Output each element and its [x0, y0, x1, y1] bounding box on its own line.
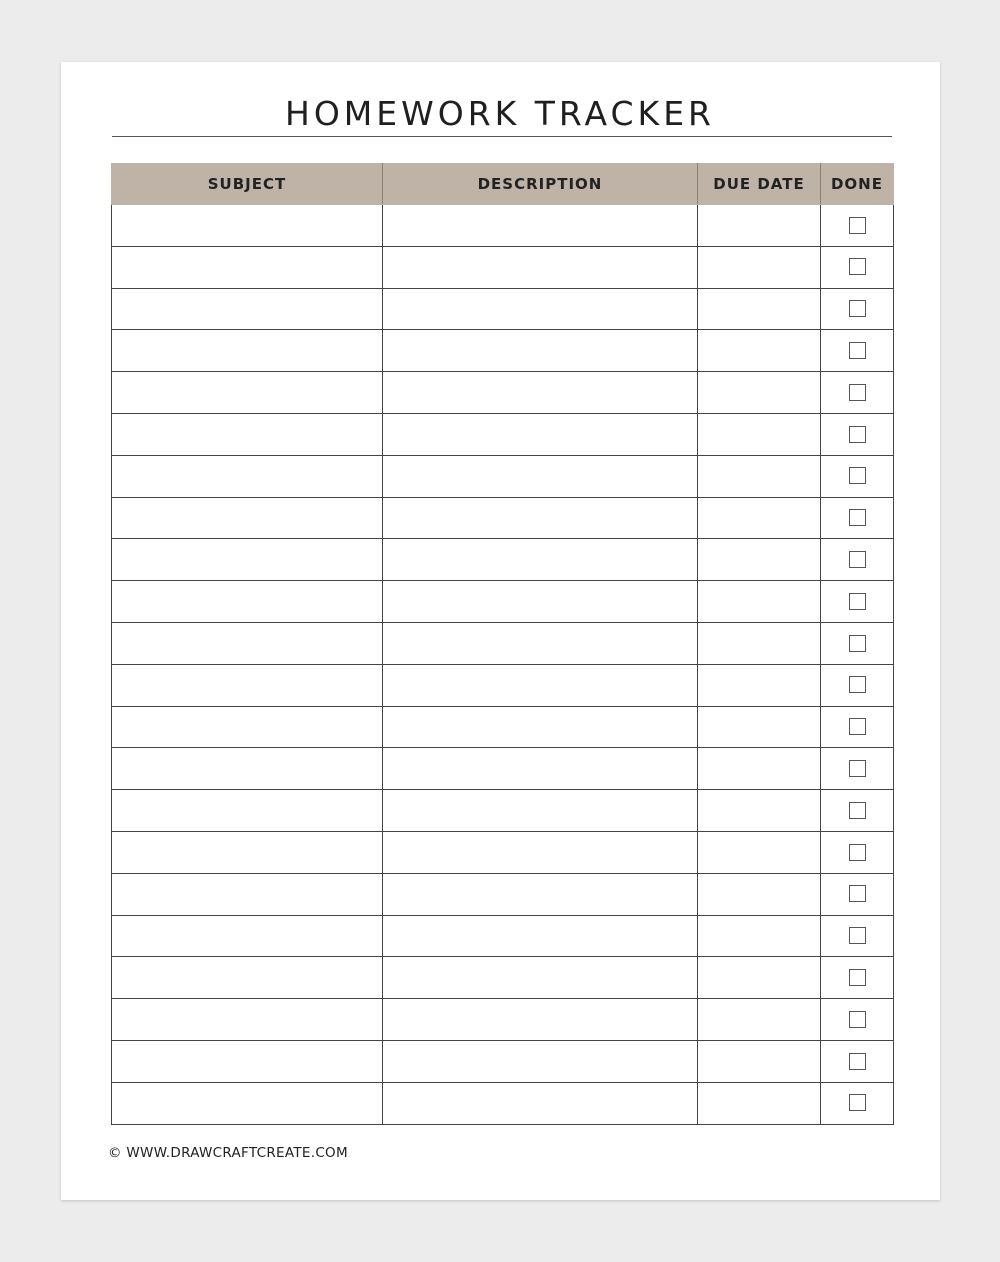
table-row	[112, 497, 894, 539]
due-date-cell[interactable]	[698, 205, 821, 247]
due-date-cell[interactable]	[698, 873, 821, 915]
done-cell	[821, 790, 894, 832]
table-row	[112, 873, 894, 915]
subject-cell[interactable]	[112, 455, 383, 497]
homework-table	[111, 163, 894, 1125]
done-cell	[821, 413, 894, 455]
due-date-cell[interactable]	[698, 622, 821, 664]
table-row	[112, 372, 894, 414]
subject-cell[interactable]	[112, 372, 383, 414]
due-date-cell[interactable]	[698, 706, 821, 748]
due-date-cell[interactable]	[698, 1082, 821, 1124]
done-checkbox[interactable]	[849, 1011, 866, 1028]
subject-cell[interactable]	[112, 1082, 383, 1124]
table-row	[112, 288, 894, 330]
description-cell[interactable]	[383, 539, 698, 581]
description-cell[interactable]	[383, 413, 698, 455]
done-cell	[821, 330, 894, 372]
subject-cell[interactable]	[112, 748, 383, 790]
done-cell	[821, 873, 894, 915]
description-cell[interactable]	[383, 288, 698, 330]
subject-cell[interactable]	[112, 497, 383, 539]
done-cell	[821, 957, 894, 999]
done-cell	[821, 831, 894, 873]
subject-cell[interactable]	[112, 246, 383, 288]
table-row	[112, 330, 894, 372]
done-checkbox[interactable]	[849, 509, 866, 526]
table-row	[112, 706, 894, 748]
done-checkbox[interactable]	[849, 593, 866, 610]
table-row	[112, 915, 894, 957]
due-date-cell[interactable]	[698, 455, 821, 497]
done-cell	[821, 205, 894, 247]
subject-cell[interactable]	[112, 330, 383, 372]
done-cell	[821, 372, 894, 414]
table-row	[112, 790, 894, 832]
done-cell	[821, 539, 894, 581]
table-header-row	[112, 164, 894, 205]
subject-cell[interactable]	[112, 873, 383, 915]
due-date-cell[interactable]	[698, 748, 821, 790]
done-checkbox[interactable]	[849, 635, 866, 652]
done-checkbox[interactable]	[849, 426, 866, 443]
table-row	[112, 1082, 894, 1124]
table-row	[112, 957, 894, 999]
description-cell[interactable]	[383, 999, 698, 1041]
done-cell	[821, 246, 894, 288]
title-underline	[112, 136, 892, 137]
done-cell	[821, 1082, 894, 1124]
column-header-description: DESCRIPTION	[383, 164, 698, 205]
table-row	[112, 622, 894, 664]
table-row	[112, 1040, 894, 1082]
due-date-cell[interactable]	[698, 372, 821, 414]
subject-cell[interactable]	[112, 581, 383, 623]
done-checkbox[interactable]	[849, 384, 866, 401]
done-cell	[821, 288, 894, 330]
column-header-due-date: DUE DATE	[698, 164, 821, 205]
due-date-cell[interactable]	[698, 330, 821, 372]
done-cell	[821, 915, 894, 957]
done-checkbox[interactable]	[849, 258, 866, 275]
table-row	[112, 581, 894, 623]
table-row	[112, 455, 894, 497]
done-cell	[821, 1040, 894, 1082]
subject-cell[interactable]	[112, 915, 383, 957]
done-checkbox[interactable]	[849, 802, 866, 819]
done-cell	[821, 581, 894, 623]
done-checkbox[interactable]	[849, 1053, 866, 1070]
description-cell[interactable]	[383, 664, 698, 706]
description-cell[interactable]	[383, 330, 698, 372]
table-row	[112, 205, 894, 247]
done-checkbox[interactable]	[849, 844, 866, 861]
page-title: HOMEWORK TRACKER	[285, 94, 715, 133]
subject-cell[interactable]	[112, 205, 383, 247]
description-cell[interactable]	[383, 915, 698, 957]
description-cell[interactable]	[383, 497, 698, 539]
done-cell	[821, 455, 894, 497]
table-row	[112, 413, 894, 455]
done-checkbox[interactable]	[849, 885, 866, 902]
subject-cell[interactable]	[112, 790, 383, 832]
done-checkbox[interactable]	[849, 676, 866, 693]
description-cell[interactable]	[383, 246, 698, 288]
description-cell[interactable]	[383, 831, 698, 873]
done-cell	[821, 622, 894, 664]
done-cell	[821, 706, 894, 748]
done-checkbox[interactable]	[849, 300, 866, 317]
description-cell[interactable]	[383, 748, 698, 790]
description-cell[interactable]	[383, 372, 698, 414]
table-row	[112, 999, 894, 1041]
due-date-cell[interactable]	[698, 1040, 821, 1082]
description-cell[interactable]	[383, 790, 698, 832]
done-checkbox[interactable]	[849, 217, 866, 234]
due-date-cell[interactable]	[698, 497, 821, 539]
due-date-cell[interactable]	[698, 288, 821, 330]
due-date-cell[interactable]	[698, 957, 821, 999]
done-checkbox[interactable]	[849, 1094, 866, 1111]
done-cell	[821, 748, 894, 790]
subject-cell[interactable]	[112, 831, 383, 873]
due-date-cell[interactable]	[698, 790, 821, 832]
description-cell[interactable]	[383, 957, 698, 999]
subject-cell[interactable]	[112, 999, 383, 1041]
table-row	[112, 664, 894, 706]
done-checkbox[interactable]	[849, 760, 866, 777]
column-header-subject: SUBJECT	[112, 164, 383, 205]
done-checkbox[interactable]	[849, 969, 866, 986]
done-checkbox[interactable]	[849, 342, 866, 359]
due-date-cell[interactable]	[698, 539, 821, 581]
subject-cell[interactable]	[112, 539, 383, 581]
subject-cell[interactable]	[112, 1040, 383, 1082]
table-row	[112, 831, 894, 873]
table-row	[112, 539, 894, 581]
done-checkbox[interactable]	[849, 718, 866, 735]
done-checkbox[interactable]	[849, 467, 866, 484]
due-date-cell[interactable]	[698, 915, 821, 957]
subject-cell[interactable]	[112, 957, 383, 999]
column-header-done: DONE	[821, 164, 894, 205]
due-date-cell[interactable]	[698, 581, 821, 623]
description-cell[interactable]	[383, 706, 698, 748]
due-date-cell[interactable]	[698, 413, 821, 455]
table-row	[112, 246, 894, 288]
done-cell	[821, 664, 894, 706]
subject-cell[interactable]	[112, 413, 383, 455]
due-date-cell[interactable]	[698, 831, 821, 873]
description-cell[interactable]	[383, 455, 698, 497]
done-checkbox[interactable]	[849, 927, 866, 944]
done-checkbox[interactable]	[849, 551, 866, 568]
subject-cell[interactable]	[112, 288, 383, 330]
description-cell[interactable]	[383, 873, 698, 915]
due-date-cell[interactable]	[698, 664, 821, 706]
done-cell	[821, 497, 894, 539]
description-cell[interactable]	[383, 205, 698, 247]
subject-cell[interactable]	[112, 622, 383, 664]
table-row	[112, 748, 894, 790]
description-cell[interactable]	[383, 622, 698, 664]
description-cell[interactable]	[383, 1082, 698, 1124]
subject-cell[interactable]	[112, 664, 383, 706]
due-date-cell[interactable]	[698, 999, 821, 1041]
description-cell[interactable]	[383, 581, 698, 623]
description-cell[interactable]	[383, 1040, 698, 1082]
copyright-footer: © WWW.DRAWCRAFTCREATE.COM	[108, 1145, 348, 1161]
due-date-cell[interactable]	[698, 246, 821, 288]
subject-cell[interactable]	[112, 706, 383, 748]
done-cell	[821, 999, 894, 1041]
